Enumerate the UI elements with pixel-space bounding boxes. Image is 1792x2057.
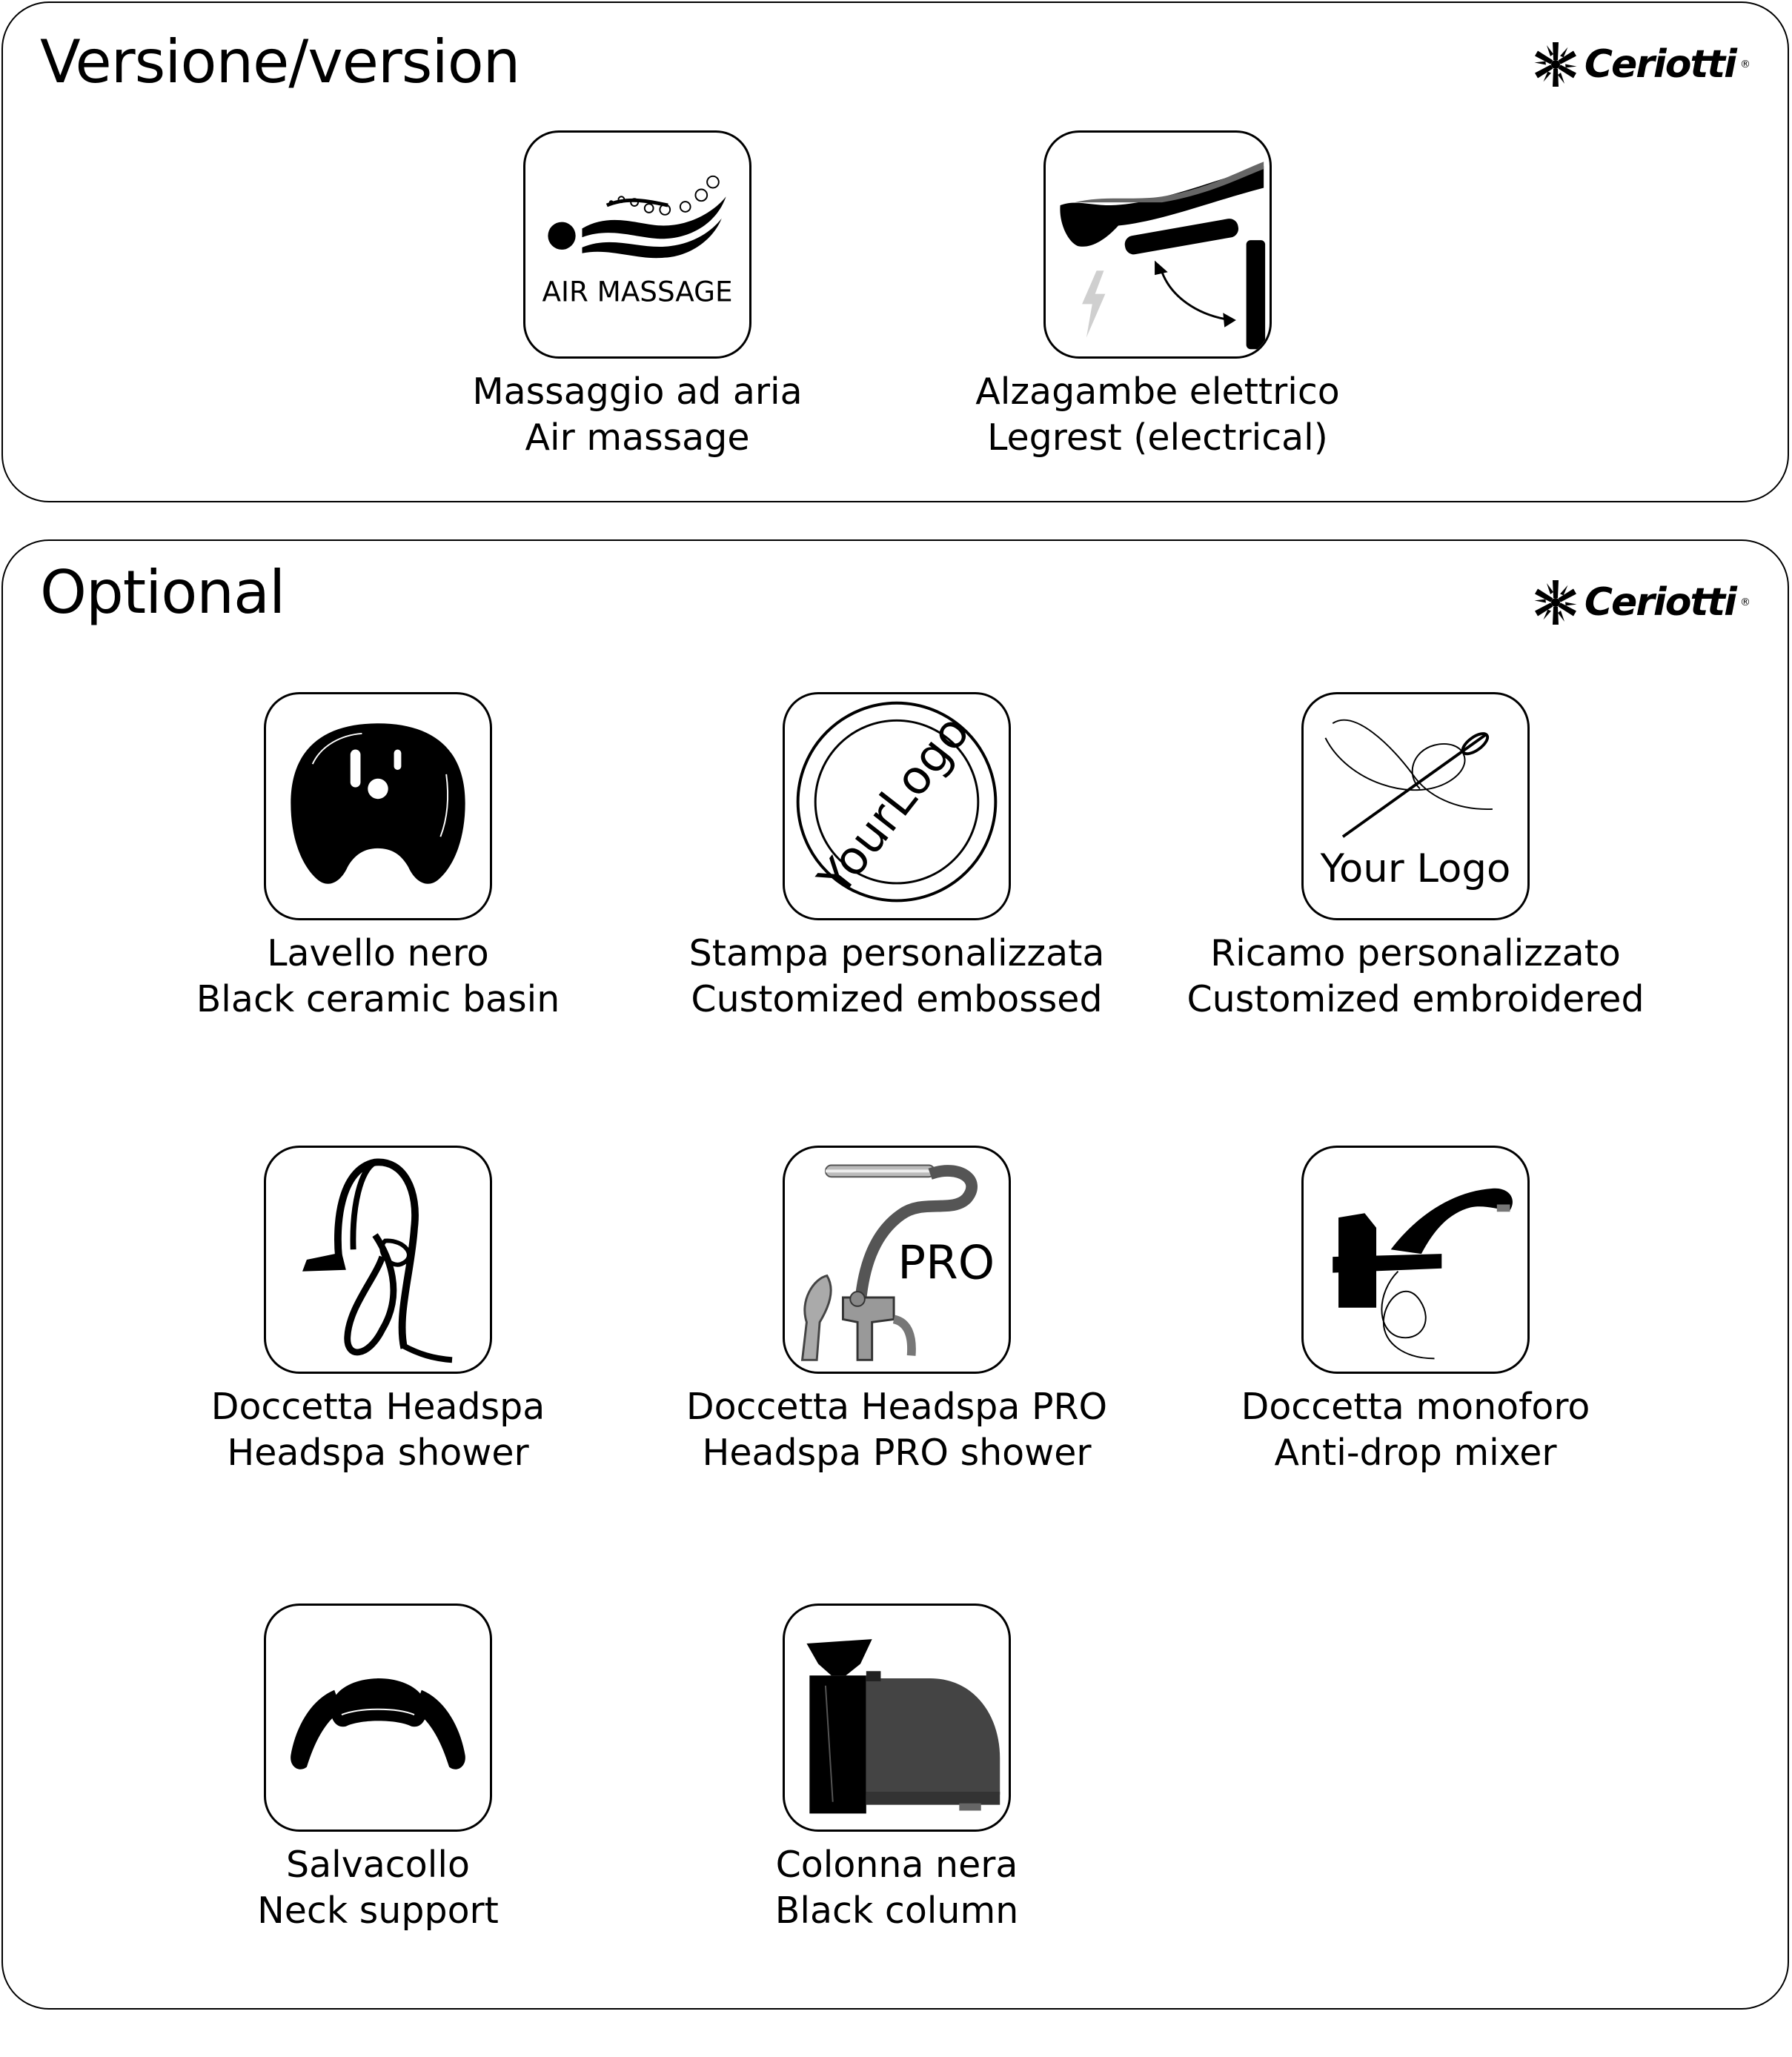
optional-item-neck-support — [111, 1604, 645, 1934]
electric-legrest-tile — [1043, 130, 1272, 359]
custom-embossed-label-it: Stampa personalizzata — [688, 932, 1105, 974]
black-basin-icon — [266, 694, 490, 918]
optional-item-custom-embroidered — [1149, 692, 1682, 1023]
registered-mark: ® — [1740, 59, 1750, 70]
brand-snowflake-icon — [1531, 578, 1580, 627]
embroidery-icon-text: Your Logo — [1320, 845, 1511, 891]
headspa-shower-label-en: Headspa shower — [227, 1432, 529, 1474]
custom-embroidered-caption — [1187, 931, 1644, 1023]
headspa-shower-tile — [264, 1146, 492, 1374]
version-panel — [1, 1, 1789, 502]
optional-item-black-column — [630, 1604, 1164, 1934]
optional-item-anti-drop-mixer — [1149, 1146, 1682, 1476]
headspa-shower-caption — [211, 1384, 545, 1476]
headspa-shower-icon — [266, 1148, 490, 1372]
version-panel-title: Versione/version — [40, 27, 520, 96]
neck-support-icon — [266, 1606, 490, 1830]
black-basin-caption — [196, 931, 560, 1023]
brand-name: Ceriotti — [1584, 580, 1736, 625]
anti-drop-mixer-label-it: Doccetta monoforo — [1241, 1386, 1590, 1428]
optional-item-black-basin — [111, 692, 645, 1023]
headspa-pro-shower-tile — [783, 1146, 1011, 1374]
your-logo-stamp-icon — [785, 694, 1009, 918]
version-item-electric-legrest — [891, 130, 1424, 461]
optional-panel-title: Optional — [40, 558, 285, 627]
custom-embroidered-label-en: Customized embroidered — [1187, 978, 1645, 1020]
embroidery-needle-icon — [1304, 694, 1527, 918]
custom-embossed-tile — [783, 692, 1011, 920]
air-massage-icon — [525, 133, 749, 356]
brand-snowflake-icon — [1531, 40, 1580, 89]
brand-logo — [1531, 40, 1750, 89]
anti-drop-mixer-label-en: Anti-drop mixer — [1274, 1432, 1557, 1474]
brand-name: Ceriotti — [1584, 42, 1736, 87]
neck-support-tile — [264, 1604, 492, 1832]
registered-mark: ® — [1740, 597, 1750, 608]
black-column-label-en: Black column — [774, 1890, 1019, 1932]
headspa-pro-shower-label-en: Headspa PRO shower — [702, 1432, 1092, 1474]
custom-embroidered-tile — [1301, 692, 1530, 920]
neck-support-label-it: Salvacollo — [286, 1844, 470, 1886]
optional-item-headspa-pro-shower — [630, 1146, 1164, 1476]
air-massage-tile — [523, 130, 751, 359]
custom-embroidered-label-it: Ricamo personalizzato — [1210, 932, 1621, 974]
black-column-label-it: Colonna nera — [775, 1844, 1018, 1886]
mixer-tap-icon — [1304, 1148, 1527, 1372]
optional-item-custom-embossed — [630, 692, 1164, 1023]
headspa-pro-shower-icon — [785, 1148, 1009, 1372]
neck-support-label-en: Neck support — [257, 1890, 499, 1932]
custom-embossed-caption — [689, 931, 1105, 1023]
black-basin-tile — [264, 692, 492, 920]
anti-drop-mixer-tile — [1301, 1146, 1530, 1374]
your-logo-stamp-text: YourLogo — [807, 705, 980, 905]
headspa-pro-shower-caption — [686, 1384, 1107, 1476]
electric-legrest-label-it: Alzagambe elettrico — [975, 370, 1340, 413]
air-massage-label-it: Massaggio ad aria — [472, 370, 803, 413]
electric-legrest-caption — [975, 369, 1340, 461]
optional-panel — [1, 539, 1789, 2010]
black-column-icon — [785, 1606, 1009, 1830]
headspa-pro-icon-text: PRO — [897, 1235, 995, 1290]
black-column-tile — [783, 1604, 1011, 1832]
black-basin-label-en: Black ceramic basin — [196, 978, 560, 1020]
electric-legrest-label-en: Legrest (electrical) — [987, 416, 1328, 459]
headspa-pro-shower-label-it: Doccetta Headspa PRO — [686, 1386, 1108, 1428]
optional-item-headspa-shower — [111, 1146, 645, 1476]
black-basin-label-it: Lavello nero — [267, 932, 489, 974]
headspa-shower-label-it: Doccetta Headspa — [210, 1386, 545, 1428]
version-item-air-massage — [371, 130, 904, 461]
anti-drop-mixer-caption — [1241, 1384, 1590, 1476]
neck-support-caption — [257, 1842, 499, 1934]
air-massage-label-en: Air massage — [525, 416, 750, 459]
custom-embossed-label-en: Customized embossed — [691, 978, 1103, 1020]
brand-logo — [1531, 578, 1750, 627]
air-massage-caption — [472, 369, 802, 461]
air-massage-icon-text: AIR MASSAGE — [542, 275, 733, 308]
electric-legrest-icon — [1046, 133, 1270, 356]
black-column-caption — [775, 1842, 1019, 1934]
